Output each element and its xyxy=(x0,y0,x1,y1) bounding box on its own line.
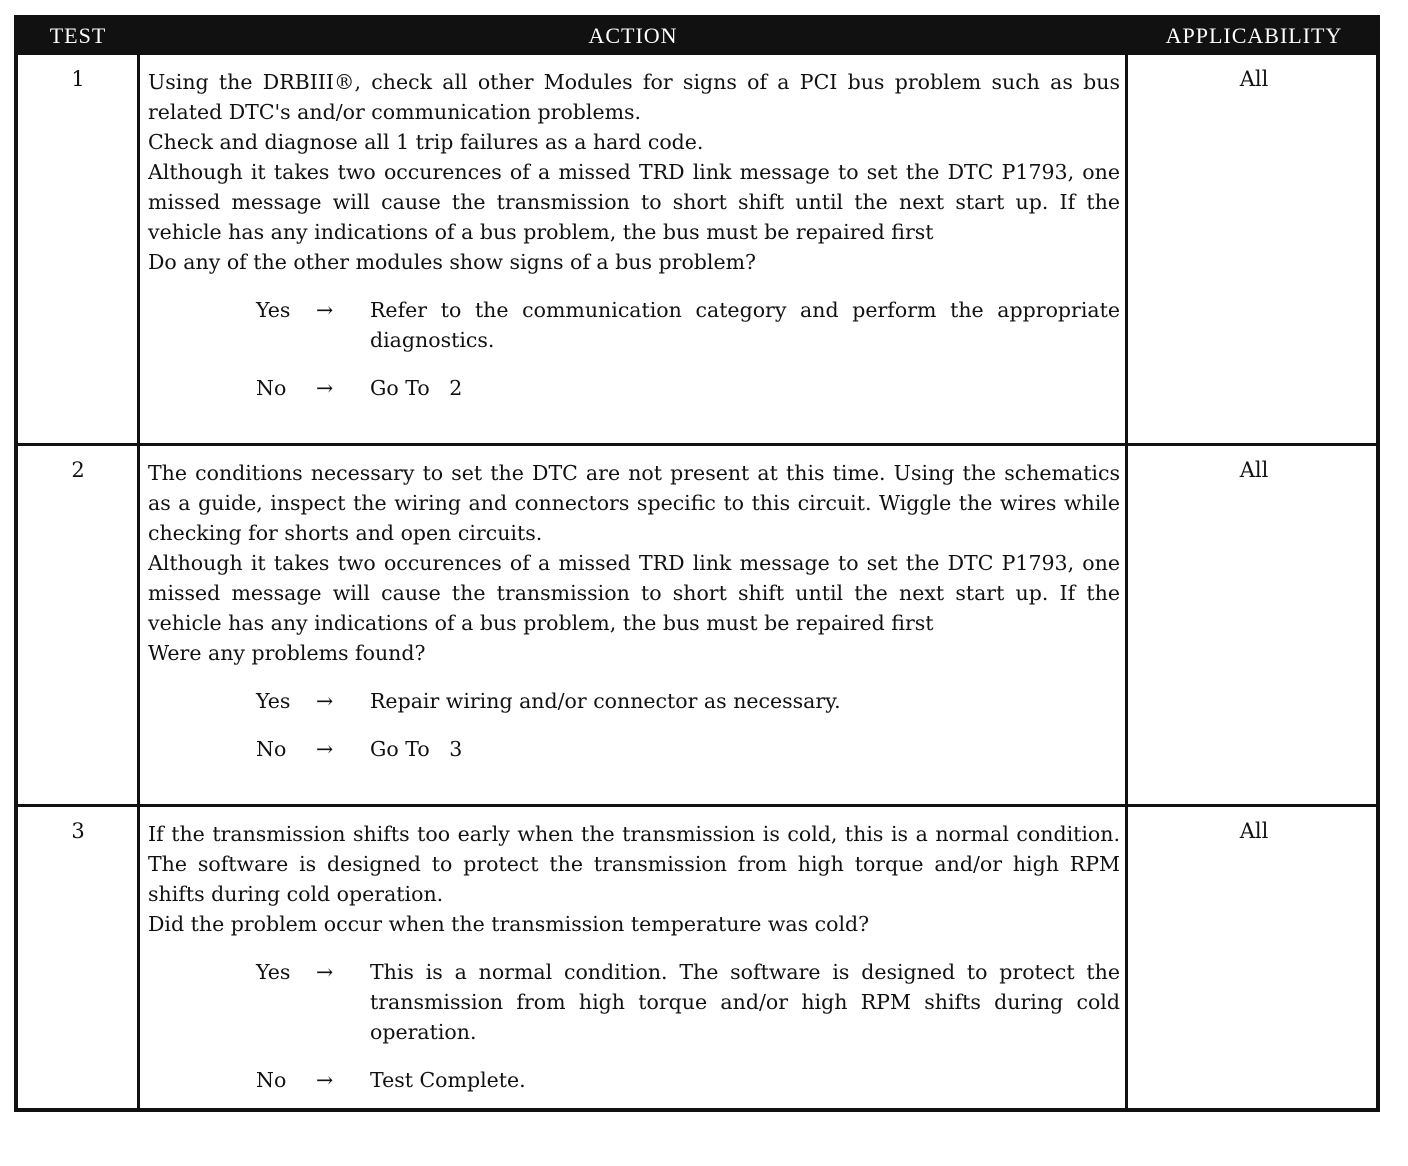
answer-no xyxy=(148,373,1120,403)
table-row xyxy=(18,807,1376,1108)
header-action: ACTION xyxy=(588,23,678,48)
action-cell xyxy=(148,819,1120,1095)
no-label: No xyxy=(256,737,287,761)
action-question: Were any problems found? xyxy=(148,641,426,665)
applicability-value: All xyxy=(1239,458,1269,482)
answer-yes xyxy=(148,295,1120,355)
action-paragraph: Using the DRBIII®, check all other Modules for signs of a PCI bus problem such as bus related DTC's and/or communication problems. xyxy=(148,70,1120,124)
answer-yes xyxy=(148,686,1120,716)
yes-label: Yes xyxy=(256,298,291,322)
applicability-value: All xyxy=(1239,67,1269,91)
header-test: TEST xyxy=(49,23,107,48)
no-label: No xyxy=(256,376,287,400)
column-divider xyxy=(1125,55,1128,1108)
table-row xyxy=(18,446,1376,807)
arrow-icon: → xyxy=(316,960,334,984)
yes-text: Repair wiring and/or connector as necessary. xyxy=(370,689,841,713)
test-number: 3 xyxy=(71,819,85,843)
action-paragraph: If the transmission shifts too early when the transmission is cold, this is a normal condition. The software is designed to protect the transmission from high torque and/or high RPM shifts during cold operation. xyxy=(148,822,1120,906)
test-number: 1 xyxy=(71,67,85,91)
no-text: Go To 2 xyxy=(370,376,463,400)
yes-text: This is a normal condition. The software is designed to protect the transmission from high torque and/or high RPM shifts during cold operation. xyxy=(370,960,1120,1044)
answer-no xyxy=(148,1065,1120,1095)
column-divider xyxy=(137,55,140,1108)
yes-text: Refer to the communication category and perform the appropriate diagnostics. xyxy=(370,298,1120,352)
diagnostic-table xyxy=(14,15,1380,1112)
arrow-icon: → xyxy=(316,689,334,713)
action-cell xyxy=(148,458,1120,764)
answer-no xyxy=(148,734,1120,764)
action-paragraph: Although it takes two occurences of a missed TRD link message to set the DTC P1793, one missed message will cause the transmission to short shift until the next start up. If the vehicle has any indications of a bus problem, the bus must be repaired first xyxy=(148,160,1120,244)
action-paragraph: Although it takes two occurences of a missed TRD link message to set the DTC P1793, one missed message will cause the transmission to short shift until the next start up. If the vehicle has any indications of a bus problem, the bus must be repaired first xyxy=(148,551,1120,635)
arrow-icon: → xyxy=(316,376,334,400)
answer-yes xyxy=(148,957,1120,1047)
applicability-value: All xyxy=(1239,819,1269,843)
header-applicability: APPLICABILITY xyxy=(1165,23,1343,48)
arrow-icon: → xyxy=(316,298,334,322)
no-label: No xyxy=(256,1068,287,1092)
arrow-icon: → xyxy=(316,737,334,761)
action-cell xyxy=(148,67,1120,403)
action-question: Do any of the other modules show signs of a bus problem? xyxy=(148,250,757,274)
table-header xyxy=(18,15,1376,55)
action-question: Did the problem occur when the transmission temperature was cold? xyxy=(148,912,870,936)
table-row xyxy=(18,55,1376,446)
no-text: Go To 3 xyxy=(370,737,463,761)
test-number: 2 xyxy=(71,458,85,482)
no-text: Test Complete. xyxy=(370,1068,526,1092)
action-paragraph: Check and diagnose all 1 trip failures as a hard code. xyxy=(148,130,704,154)
action-paragraph: The conditions necessary to set the DTC are not present at this time. Using the schematics as a guide, inspect the wiring and connectors specific to this circuit. Wiggle the wires while checking for shorts and open circuits. xyxy=(148,461,1120,545)
yes-label: Yes xyxy=(256,689,291,713)
yes-label: Yes xyxy=(256,960,291,984)
arrow-icon: → xyxy=(316,1068,334,1092)
